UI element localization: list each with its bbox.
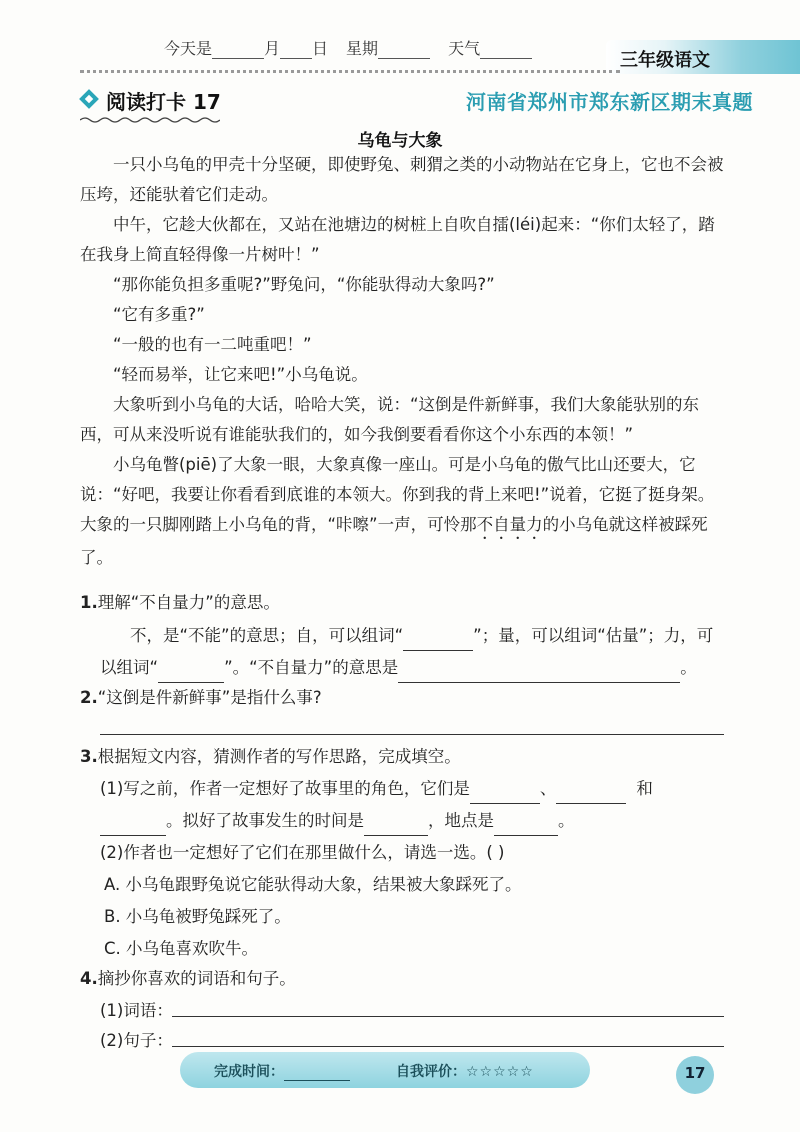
q3-blank-role-1[interactable] (470, 783, 540, 804)
month-label: 月 (264, 39, 281, 58)
weather-blank[interactable] (480, 40, 532, 59)
story-paragraph: “轻而易举，让它来吧!”小乌龟说。 (113, 365, 368, 384)
today-label: 今天是 (164, 39, 213, 58)
q3-blank-time[interactable] (364, 815, 428, 836)
q2-answer-line[interactable] (100, 734, 724, 735)
question-text: “这倒是件新鲜事”是指什么事? (97, 688, 322, 707)
q4-words-label: (1)词语： (100, 1001, 173, 1020)
q3-text: ，地点是 (428, 811, 494, 830)
question-number: 4. (80, 969, 98, 988)
dotted-emphasis: 不自量力 (476, 515, 543, 534)
grade-label: 三年级语文 (620, 50, 710, 71)
question-2 (80, 683, 322, 713)
q3-text: 。拟好了故事发生的时间是 (166, 811, 364, 830)
q3-text: (1)写之前，作者一定想好了故事里的角色，它们是 (100, 779, 470, 798)
q3-sub-1-line-2 (100, 806, 575, 836)
question-4 (80, 964, 296, 994)
q3-option-c[interactable]: C. 小乌龟喜欢吹牛。 (104, 939, 259, 958)
question-3 (80, 742, 461, 772)
q3-sub-2: (2)作者也一定想好了它们在那里做什么，请选一选。( ) (100, 843, 505, 862)
question-text: 根据短文内容，猜测作者的写作思路，完成填空。 (97, 747, 461, 766)
q1-blank-zi[interactable] (403, 630, 473, 651)
q3-blank-place[interactable] (494, 815, 558, 836)
question-1 (80, 588, 280, 618)
q1-blank-li[interactable] (158, 662, 224, 683)
story-paragraph: “那你能负担多重呢?”野兔问，“你能驮得动大象吗?” (113, 275, 495, 294)
story-text: 的小乌龟就这样被踩死了。 (80, 515, 708, 567)
dotted-divider (80, 70, 620, 73)
question-text: 摘抄你喜欢的词语和句子。 (97, 969, 296, 988)
q1-text: 。 (680, 658, 697, 677)
date-line (164, 36, 532, 59)
story-paragraph: 中午，它趁大伙都在，又站在池塘边的树桩上自吹自擂(léi)起来：“你们太轻了，踏在我身上简直轻得像一片树叶！” (80, 215, 715, 264)
page-number: 17 (684, 1064, 706, 1082)
story-paragraph: “一般的也有一二吨重吧！” (113, 335, 312, 354)
q3-option-a[interactable]: A. 小乌龟跟野兔说它能驮得动大象，结果被大象踩死了。 (104, 875, 522, 894)
q1-line-2 (100, 653, 697, 683)
question-text: 理解“不自量力”的意思。 (97, 593, 280, 612)
completion-time (214, 1061, 350, 1081)
q1-blank-meaning[interactable] (398, 662, 680, 683)
q3-text: 、 (539, 779, 557, 798)
completion-time-blank[interactable] (284, 1064, 350, 1081)
section-title: 阅读打卡 17 (106, 90, 221, 114)
month-blank[interactable] (212, 40, 264, 59)
weekday-label: 星期 (346, 39, 379, 58)
q3-text: 和 (636, 779, 653, 798)
day-label: 日 (312, 39, 329, 58)
q3-text: 。 (558, 811, 575, 830)
story-body (80, 150, 724, 573)
weather-label: 天气 (448, 39, 481, 58)
q1-text: ”；量，可以组词“估量”；力，可 (473, 626, 714, 645)
q3-blank-role-2[interactable] (556, 783, 626, 804)
wave-underline-icon (80, 116, 220, 124)
q1-text: ”。“不自量力”的意思是 (224, 658, 399, 677)
question-number: 3. (80, 747, 98, 766)
q4-sentences-label: (2)句子： (100, 1031, 173, 1050)
self-evaluation-label: 自我评价： (396, 1064, 466, 1080)
q3-blank-role-3[interactable] (100, 815, 166, 836)
q1-line-1 (130, 621, 713, 651)
star-rating-icon[interactable]: ☆☆☆☆☆ (466, 1064, 534, 1080)
q1-text: 以组词“ (100, 658, 159, 677)
q1-text: 不，是“不能”的意思；自，可以组词“ (130, 626, 404, 645)
story-paragraph: “它有多重?” (113, 305, 205, 324)
q3-sub-1-line-1 (100, 774, 653, 804)
self-evaluation (396, 1061, 534, 1081)
story-text: 小乌龟瞥(piē)了大象一眼，大象真像一座山。可是小乌龟的傲气比山还要大，它说：“好吧，我要让你看看到底谁的本领大。你到我的背上来吧!”说着，它挺了挺身架。大象的一只脚刚踏上小乌龟的背，“咔嚓”一声，可怜那 (80, 455, 715, 534)
q4-words-line[interactable] (172, 1016, 724, 1017)
q4-sentences-line[interactable] (172, 1046, 724, 1047)
q3-option-b[interactable]: B. 小乌龟被野兔踩死了。 (104, 907, 291, 926)
story-paragraph: 一只小乌龟的甲壳十分坚硬，即使野兔、刺猬之类的小动物站在它身上，它也不会被压垮，还能驮着它们走动。 (80, 155, 724, 204)
source-title: 河南省郑州市郑东新区期末真题 (466, 90, 753, 114)
story-paragraph: 大象听到小乌龟的大话，哈哈大笑，说：“这倒是件新鲜事，我们大象能驮别的东西，可从来没听说有谁能驮我们的，如今我倒要看看你这个小东西的本领！” (80, 395, 700, 444)
weekday-blank[interactable] (378, 40, 430, 59)
question-number: 1. (80, 593, 98, 612)
question-number: 2. (80, 688, 98, 707)
story-title: 乌龟与大象 (357, 131, 443, 151)
day-blank[interactable] (280, 40, 312, 59)
completion-time-label: 完成时间： (214, 1064, 284, 1080)
story-paragraph (80, 450, 724, 573)
